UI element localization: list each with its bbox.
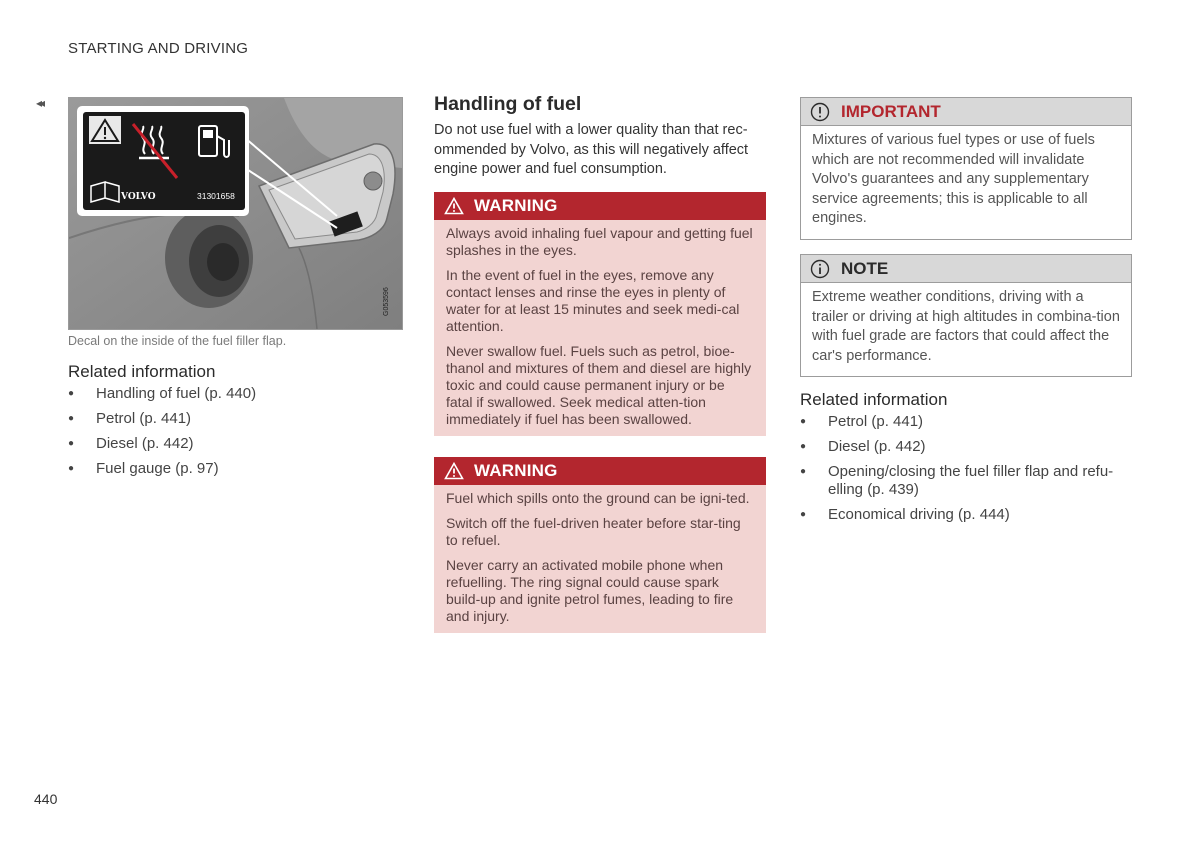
warning-paragraph: Switch off the fuel-driven heater before star-ting to refuel. bbox=[446, 515, 741, 548]
warning-triangle-icon bbox=[444, 462, 464, 480]
note-text: Extreme weather conditions, driving with a trailer or driving at high altitudes in combina-tion with fuel grade are factors that could affect the car's performance. bbox=[812, 289, 1120, 364]
decal-brand: VOLVO bbox=[121, 192, 156, 202]
note-header bbox=[801, 255, 1131, 283]
related-link-petrol[interactable]: ● Petrol (p. 441) bbox=[68, 410, 398, 428]
related-link-fuel-gauge[interactable]: ● Fuel gauge (p. 97) bbox=[68, 460, 398, 478]
warning-label: WARNING bbox=[474, 461, 558, 480]
info-circle-icon bbox=[810, 259, 830, 279]
fuel-flap-illustration bbox=[69, 98, 402, 329]
warning-paragraph: In the event of fuel in the eyes, remove any contact lenses and rinse the eyes in plenty of water for at least 15 minutes and seek medi-cal attention. bbox=[446, 267, 740, 334]
page-number: 440 bbox=[34, 791, 58, 807]
chapter-title: STARTING AND DRIVING bbox=[68, 40, 249, 57]
note-label: NOTE bbox=[841, 258, 889, 278]
warning-label: WARNING bbox=[474, 196, 558, 215]
warning-paragraph: Never swallow fuel. Fuels such as petrol, bioe-thanol and mixtures of them and diesel are highly toxic and could cause permanent injury or be fatal if swallowed. Seek medical atten-tion immediately if fuel has been swallowed. bbox=[446, 343, 752, 427]
warning-paragraph: Fuel which spills onto the ground can be igni-ted. bbox=[446, 490, 750, 506]
fuel-flap-decal-figure bbox=[68, 97, 403, 330]
related-link-diesel[interactable]: ● Diesel (p. 442) bbox=[68, 435, 398, 453]
warning-header bbox=[434, 457, 766, 485]
warning-triangle-icon bbox=[444, 197, 464, 215]
figure-caption: Decal on the inside of the fuel filler flap. bbox=[68, 334, 287, 348]
continued-arrow-icon: ◂◂ bbox=[36, 96, 43, 110]
section-title: Handling of fuel bbox=[434, 93, 582, 115]
related-info-list bbox=[800, 413, 1130, 524]
warning-body bbox=[434, 485, 766, 633]
important-header bbox=[801, 98, 1131, 126]
important-label: IMPORTANT bbox=[841, 101, 941, 121]
warning-box-ignition bbox=[434, 457, 766, 633]
related-info-heading: Related information bbox=[800, 390, 948, 409]
intro-paragraph: Do not use fuel with a lower quality than that rec-ommended by Volvo, as this will negatively affect engine power and fuel consumption. bbox=[434, 122, 749, 177]
related-link-petrol[interactable]: ● Petrol (p. 441) bbox=[800, 413, 1130, 431]
note-box bbox=[800, 254, 1132, 377]
related-link-handling-of-fuel[interactable]: ● Handling of fuel (p. 440) bbox=[68, 385, 398, 403]
related-link-diesel[interactable]: ● Diesel (p. 442) bbox=[800, 438, 1130, 456]
warning-paragraph: Never carry an activated mobile phone when refuelling. The ring signal could cause spark build-up and ignite petrol fumes, leading to fire and injury. bbox=[446, 557, 734, 624]
decal-part-number: 31301658 bbox=[197, 191, 235, 201]
related-link-economical-driving[interactable]: ● Economical driving (p. 444) bbox=[800, 506, 1130, 524]
related-info-list bbox=[68, 385, 398, 478]
related-information-left bbox=[68, 362, 398, 485]
warning-box-vapour bbox=[434, 192, 766, 436]
important-box bbox=[800, 97, 1132, 240]
warning-header bbox=[434, 192, 766, 220]
warning-body bbox=[434, 220, 766, 436]
image-code: G053596 bbox=[383, 287, 390, 316]
related-link-fuel-filler-flap[interactable]: ● Opening/closing the fuel filler flap and refu-elling (p. 439) bbox=[800, 463, 1130, 499]
related-info-heading: Related information bbox=[68, 362, 216, 381]
related-information-right bbox=[800, 390, 1130, 531]
important-text: Mixtures of various fuel types or use of fuels which are not recommended will invalidate Volvo's guarantees and any supplementary service agreements; this is applicable to all engines. bbox=[812, 132, 1095, 226]
warning-paragraph: Always avoid inhaling fuel vapour and getting fuel splashes in the eyes. bbox=[446, 225, 753, 258]
exclamation-circle-icon bbox=[810, 102, 830, 122]
